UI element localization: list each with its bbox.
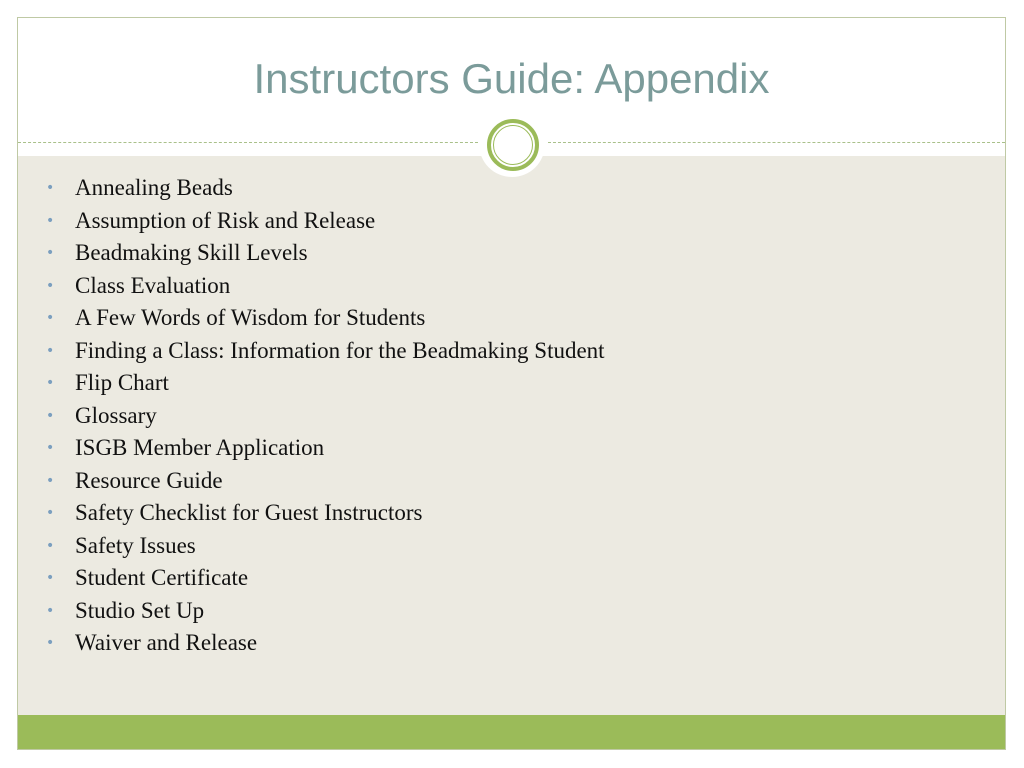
slide-title: Instructors Guide: Appendix — [253, 55, 770, 102]
list-item — [44, 530, 605, 563]
list-item — [44, 400, 605, 433]
bullet-icon: • — [46, 212, 55, 229]
list-item — [44, 432, 605, 465]
bullet-icon: • — [46, 310, 55, 326]
bullet-icon: • — [46, 440, 55, 456]
list-item-text: Finding a Class: Information for the Beadmaking Student — [75, 337, 605, 363]
list-item — [44, 627, 605, 660]
bullet-icon: • — [46, 277, 55, 294]
bullet-icon: • — [46, 245, 55, 261]
bullet-icon: • — [46, 342, 55, 359]
bullet-icon: • — [46, 407, 55, 424]
divider-line-left — [18, 142, 478, 143]
list-item — [44, 205, 605, 238]
list-item — [44, 335, 605, 368]
list-item — [44, 270, 605, 303]
bullet-icon: • — [46, 602, 55, 619]
list-item-text: ISGB Member Application — [75, 435, 325, 460]
list-item — [44, 465, 605, 498]
circle-ring-icon — [487, 119, 539, 171]
list-item-text: Annealing Beads — [75, 175, 233, 200]
divider-circle-ornament — [479, 111, 545, 177]
list-item-text: Student Certificate — [75, 565, 249, 590]
appendix-list — [44, 172, 605, 660]
list-item-text: Assumption of Risk and Release — [75, 207, 376, 233]
list-item-text: Flip Chart — [75, 370, 169, 395]
list-item-text: Resource Guide — [75, 467, 223, 493]
list-item-text: Class Evaluation — [75, 272, 231, 298]
divider-line-right — [548, 142, 1005, 143]
list-item — [44, 562, 605, 595]
list-item — [44, 367, 605, 400]
bullet-icon: • — [46, 570, 55, 586]
list-item-text: Beadmaking Skill Levels — [75, 240, 308, 265]
list-item-text: A Few Words of Wisdom for Students — [75, 305, 426, 330]
bullet-icon: • — [46, 375, 55, 391]
slide — [17, 17, 1006, 750]
list-item — [44, 237, 605, 270]
list-item-text: Glossary — [75, 402, 157, 428]
list-item-text: Waiver and Release — [75, 630, 258, 655]
list-item — [44, 172, 605, 205]
list-item — [44, 595, 605, 628]
bullet-icon: • — [46, 537, 55, 554]
list-item — [44, 497, 605, 530]
footer-bar — [18, 715, 1005, 749]
bullet-icon: • — [46, 505, 55, 521]
list-item-text: Safety Issues — [75, 532, 196, 558]
bullet-icon: • — [46, 635, 55, 651]
bullet-icon: • — [46, 180, 55, 196]
bullet-icon: • — [46, 472, 55, 489]
list-item-text: Safety Checklist for Guest Instructors — [75, 500, 423, 525]
list-item-text: Studio Set Up — [75, 597, 205, 623]
list-item — [44, 302, 605, 335]
